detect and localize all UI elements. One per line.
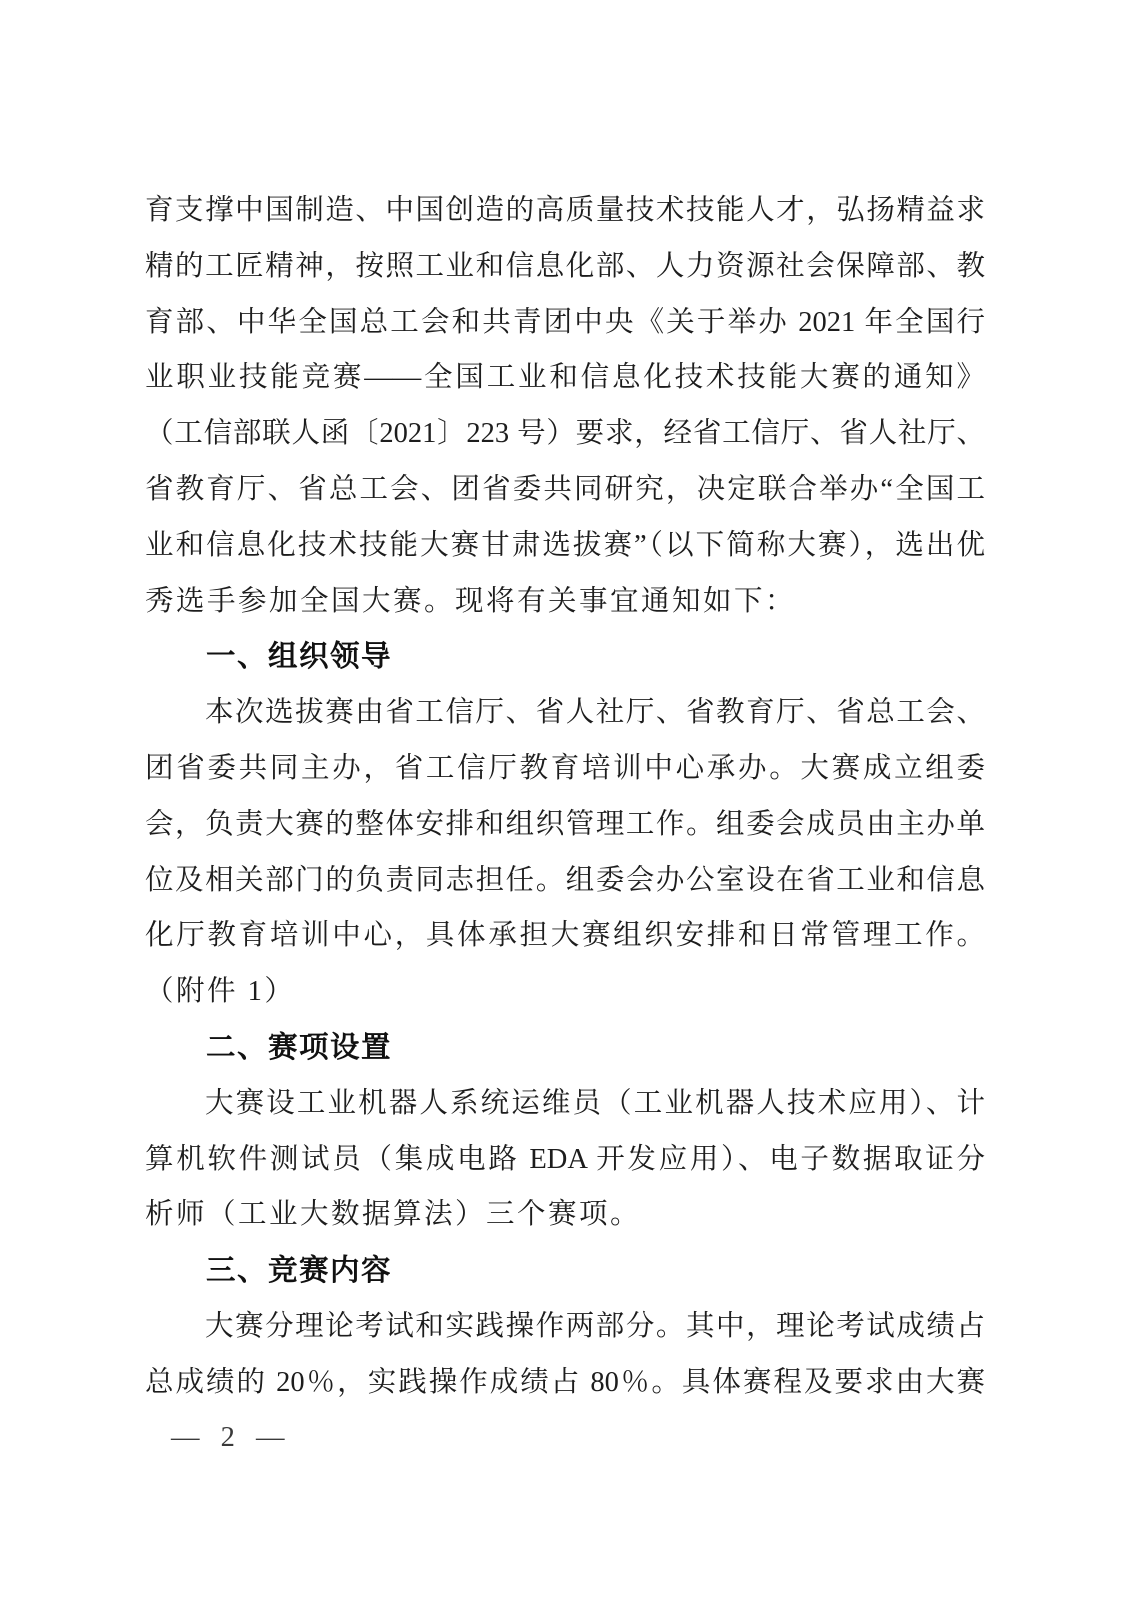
section-heading: 二、赛项设置 — [206, 1030, 393, 1064]
text-line: 团省委共同主办，省工信厅教育培训中心承办。大赛成立组委 — [145, 752, 985, 784]
text-line: 秀选手参加全国大赛。现将有关事宜通知如下： — [145, 585, 797, 617]
text-line: 业职业技能竞赛——全国工业和信息化技术技能大赛的通知》 — [145, 362, 985, 394]
text-line: 业和信息化技术技能大赛甘肃选拔赛”（以下简称大赛），选出优 — [145, 529, 985, 561]
text-line: （附件 1） — [145, 976, 296, 1008]
page-number: — 2 — — [171, 1422, 286, 1453]
text-line: 析师（工业大数据算法）三个赛项。 — [145, 1199, 642, 1231]
text-line: 算机软件测试员（集成电路 EDA 开发应用）、电子数据取证分 — [145, 1143, 985, 1175]
text-line: （工信部联人函〔2021〕223 号）要求，经省工信厅、省人社厅、 — [145, 418, 985, 450]
text-line: 育部、中华全国总工会和共青团中央《关于举办 2021 年全国行 — [145, 306, 985, 338]
text-line: 省教育厅、省总工会、团省委共同研究，决定联合举办“全国工 — [145, 473, 985, 505]
section-heading: 三、竞赛内容 — [206, 1254, 393, 1288]
text-line: 位及相关部门的负责同志担任。组委会办公室设在省工业和信息 — [145, 864, 985, 896]
document-body — [145, 183, 985, 1411]
text-line: 大赛设工业机器人系统运维员（工业机器人技术应用）、计 — [205, 1087, 985, 1119]
text-line: 总成绩的 20％，实践操作成绩占 80％。具体赛程及要求由大赛 — [145, 1366, 985, 1398]
text-line: 大赛分理论考试和实践操作两部分。其中，理论考试成绩占 — [205, 1310, 985, 1342]
section-heading: 一、组织领导 — [206, 640, 393, 674]
text-line: 本次选拔赛由省工信厅、省人社厅、省教育厅、省总工会、 — [205, 697, 985, 729]
text-line: 精的工匠精神，按照工业和信息化部、人力资源社会保障部、教 — [145, 250, 985, 282]
text-line: 化厅教育培训中心，具体承担大赛组织安排和日常管理工作。 — [145, 920, 985, 952]
text-line: 育支撑中国制造、中国创造的高质量技术技能人才，弘扬精益求 — [145, 195, 985, 226]
text-line: 会，负责大赛的整体安排和组织管理工作。组委会成员由主办单 — [145, 808, 985, 840]
